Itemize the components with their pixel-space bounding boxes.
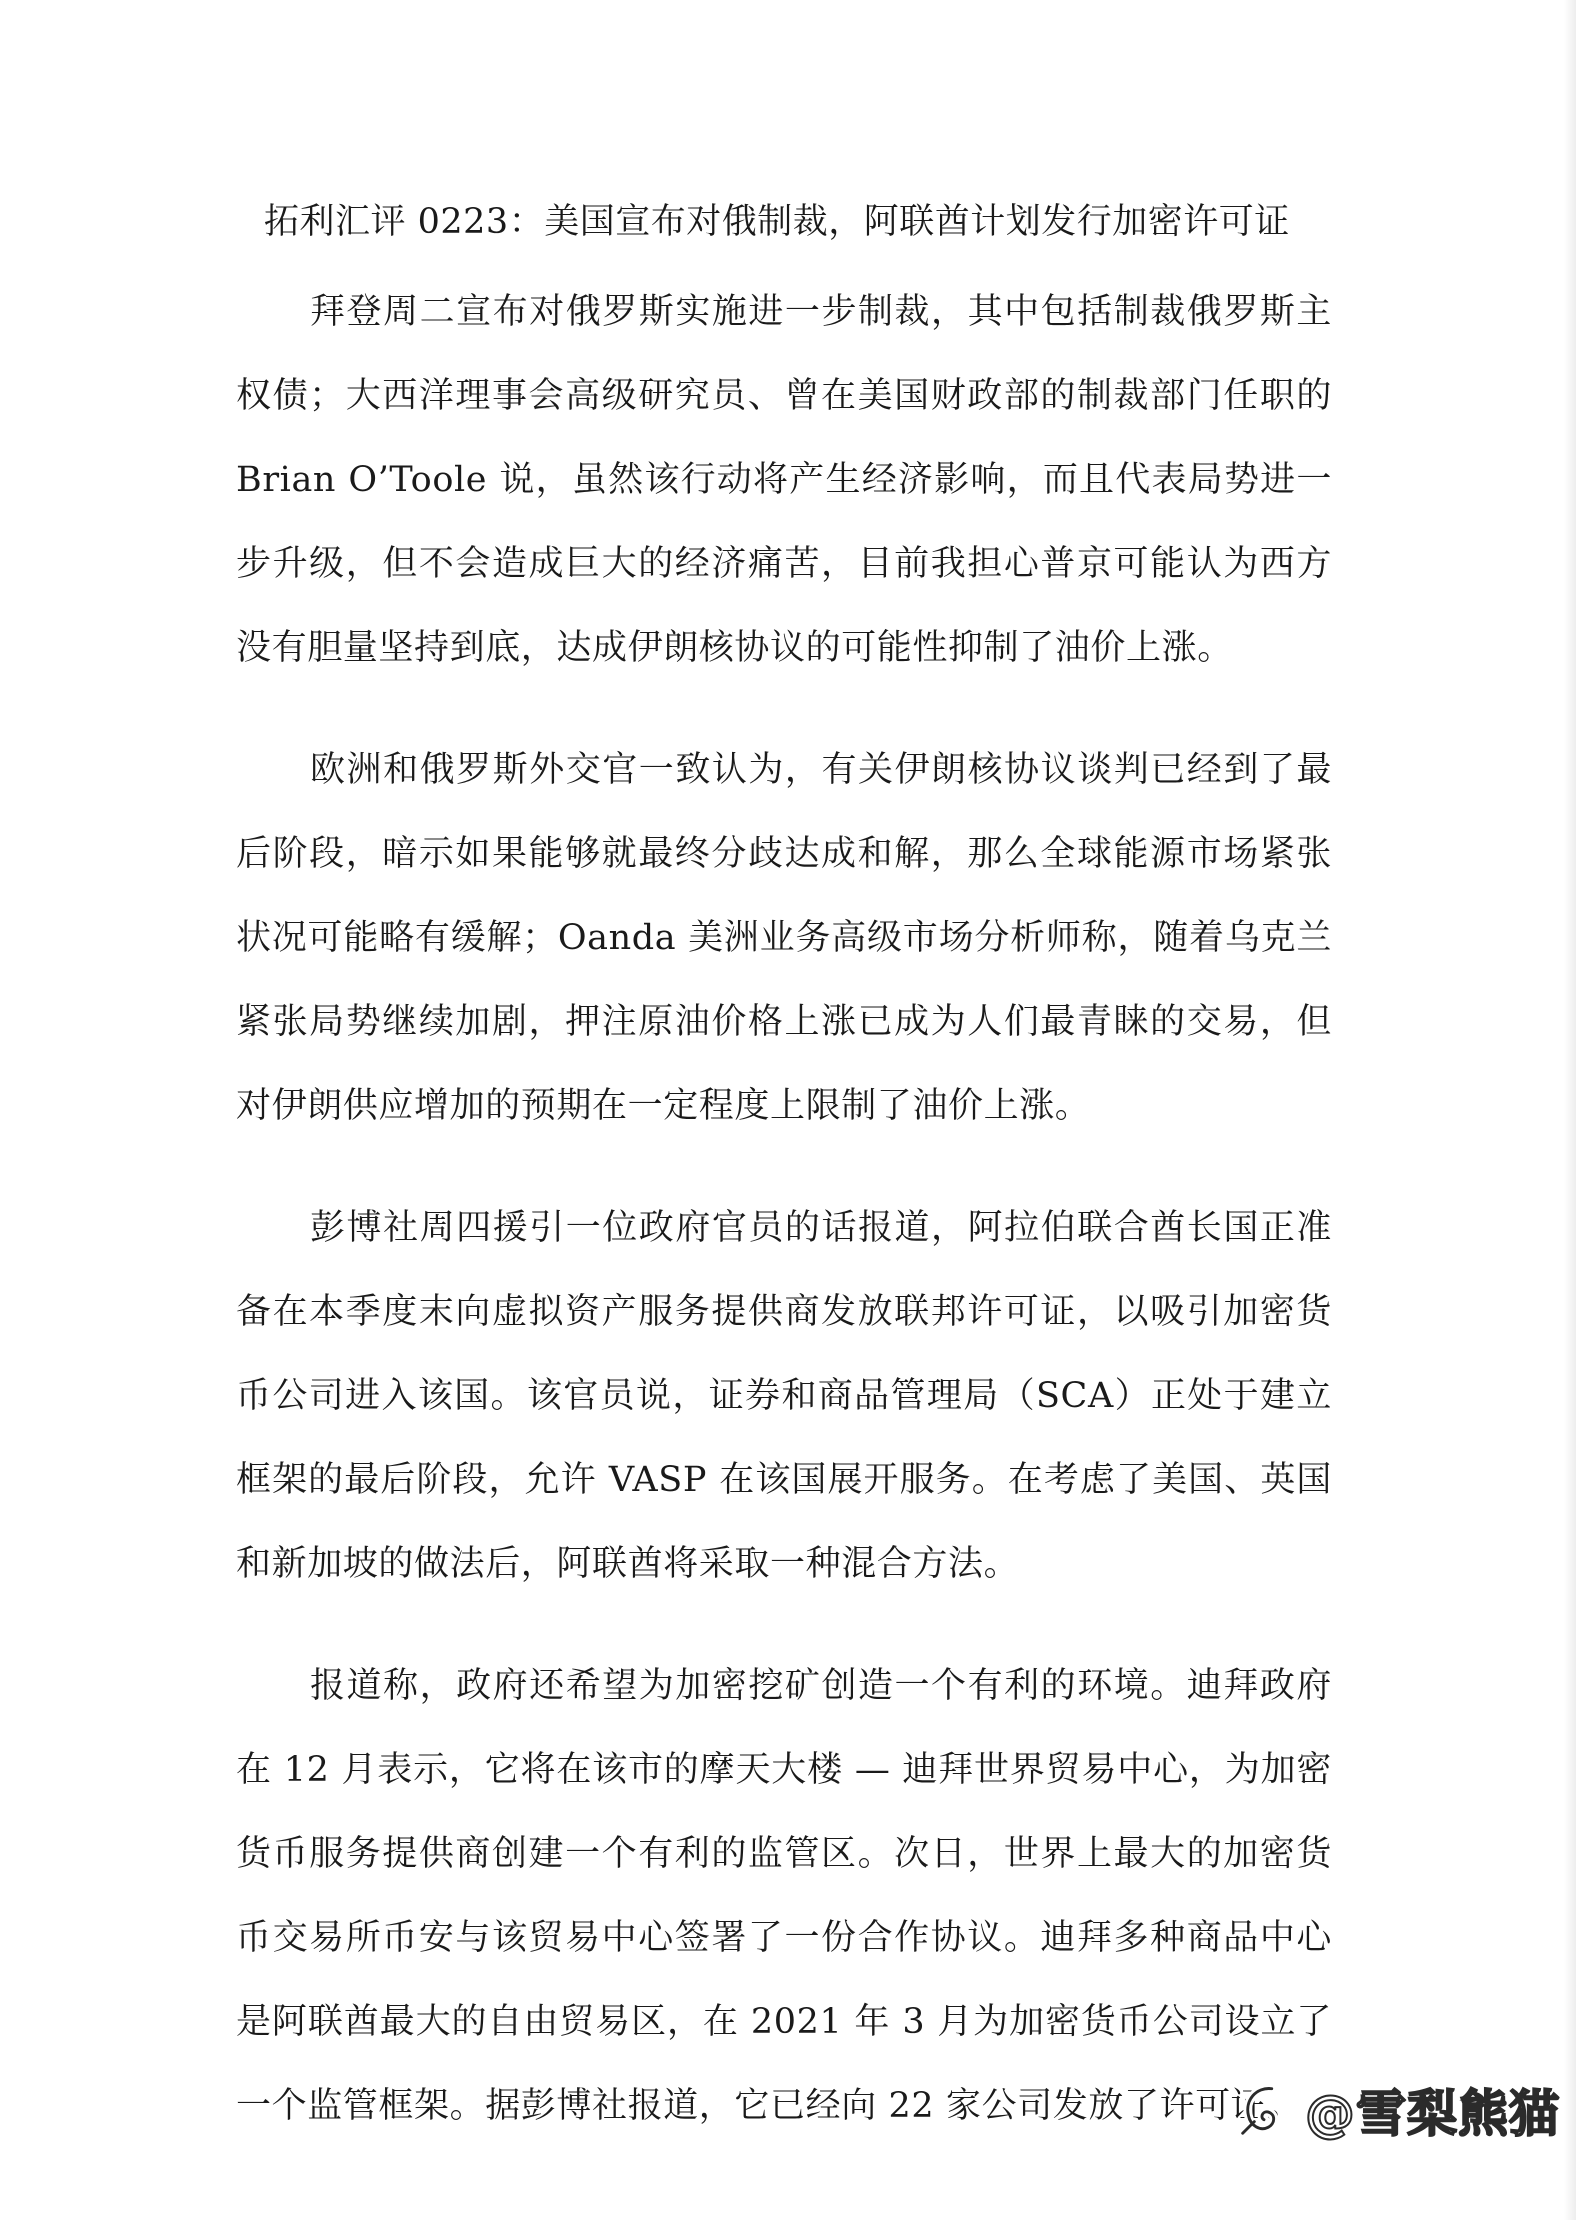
paragraph-4: 报道称，政府还希望为加密挖矿创造一个有利的环境。迪拜政府在 12 月表示，它将在该市的摩天大楼 — 迪拜世界贸易中心，为加密货币服务提供商创建一个有利的监管区。次日，世界上最大的加密货币交易所币安与该贸易中心签署了一份合作协议。迪拜多种商品中心是阿联酋最大的自由贸易区，在 2021 年 3 月为加密货币公司设立了一个监管框架。据彭博社报道，它已经向 22 家公司发放了许可证。 bbox=[236, 1666, 1332, 2126]
watermark bbox=[1233, 2074, 1560, 2146]
paragraph-1: 拜登周二宣布对俄罗斯实施进一步制裁，其中包括制裁俄罗斯主权债；大西洋理事会高级研究员、曾在美国财政部的制裁部门任职的 Brian O’Toole 说，虽然该行动将产生经济影响，而且代表局势进一步升级，但不会造成巨大的经济痛苦，目前我担心普京可能认为西方没有胆量坚持到底，达成伊朗核协议的可能性抑制了油价上涨。 bbox=[236, 292, 1332, 668]
watermark-text: @雪梨熊猫 bbox=[1305, 2085, 1560, 2143]
document-body bbox=[236, 270, 1332, 2186]
page-edge-shadow bbox=[1564, 0, 1576, 2220]
paragraph-2: 欧洲和俄罗斯外交官一致认为，有关伊朗核协议谈判已经到了最后阶段，暗示如果能够就最终分歧达成和解，那么全球能源市场紧张状况可能略有缓解；Oanda 美洲业务高级市场分析师称，随着乌克兰紧张局势继续加剧，押注原油价格上涨已成为人们最青睐的交易，但对伊朗供应增加的预期在一定程度上限制了油价上涨。 bbox=[236, 750, 1332, 1126]
snowball-logo-icon bbox=[1233, 2079, 1295, 2141]
paragraph-3: 彭博社周四援引一位政府官员的话报道，阿拉伯联合酋长国正准备在本季度末向虚拟资产服务提供商发放联邦许可证，以吸引加密货币公司进入该国。该官员说，证券和商品管理局（SCA）正处于建立框架的最后阶段，允许 VASP 在该国展开服务。在考虑了美国、英国和新加坡的做法后，阿联酋将采取一种混合方法。 bbox=[236, 1208, 1332, 1584]
document-title: 拓利汇评 0223：美国宣布对俄制裁，阿联酋计划发行加密许可证 bbox=[264, 202, 1290, 242]
